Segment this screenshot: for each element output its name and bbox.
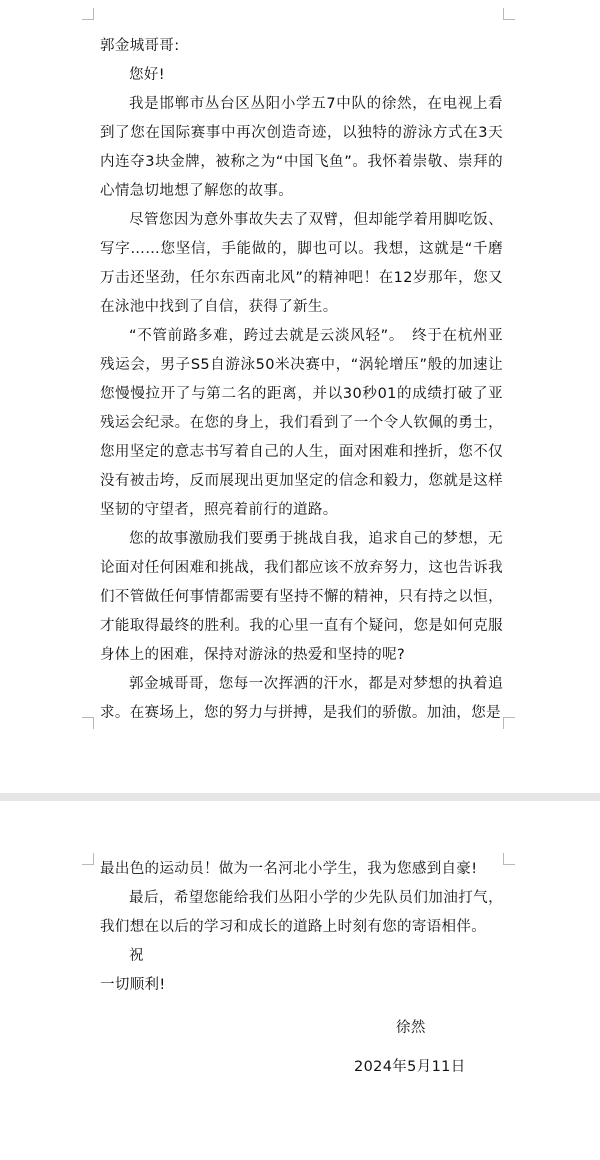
letter-paragraph: 您的故事激励我们要勇于挑战自我，追求自己的梦想，无论面对任何困难和挑战，我们都应该不放弃努力，这也告诉我们不管做任何事情都需要有坚持不懈的精神，只有持之以恒，才能取得最终的胜利。我的心里一直有个疑问，您是如何克服身体上的困难，保持对游泳的热爱和坚持的呢? — [100, 531, 503, 663]
crop-mark-bottom-left — [82, 717, 94, 729]
letter-body-page-2 — [100, 855, 503, 1082]
letter-paragraph: “不管前路多难，跨过去就是云淡风轻”。 终于在杭州亚残运会，男子S5自游泳50米决赛中，“涡轮增压”般的加速让您慢慢拉开了与第二名的距离，并以30秒01的成绩打破了亚残运会纪录。在您的身上，我们看到了一个令人钦佩的勇士，您用坚定的意志书写着自己的人生，面对困难和挫折，您不仅没有被击垮，反而展现出更加坚定的信念和毅力，您就是这样坚韧的守望者，照亮着前行的道路。 — [100, 328, 503, 518]
letter-closing-paragraph: 最后，希望您能给我们丛阳小学的少先队员们加油打气，我们想在以后的学习和成长的道路上时刻有您的寄语相伴。 — [100, 890, 503, 935]
crop-mark-bottom-right — [503, 717, 515, 729]
page-separator — [0, 793, 600, 801]
letter-body-page-1 — [100, 32, 503, 722]
crop-mark-top-right — [503, 8, 515, 20]
letter-hello: 您好! — [129, 67, 165, 83]
crop-mark-top-left — [82, 853, 94, 865]
letter-wish: 一切顺利! — [100, 977, 166, 993]
letter-paragraph: 尽管您因为意外事故失去了双臂，但却能学着用脚吃饭、写字……您坚信，手能做的，脚也可以。我想，这就是“千磨万击还坚劲，任尔东西南北风”的精神吧！在12岁那年，您又在泳池中找到了自信，获得了新生。 — [100, 212, 503, 315]
letter-greeting: 郭金城哥哥: — [100, 38, 180, 54]
letter-signature: 徐然 — [396, 1020, 426, 1036]
letter-paragraph: 郭金城哥哥，您每一次挥洒的汗水，都是对梦想的执着追求。在赛场上，您的努力与拼搏，是我们的骄傲。加油，您是 — [100, 676, 503, 721]
crop-mark-top-right — [503, 853, 515, 865]
page-2 — [0, 801, 600, 1160]
crop-mark-top-left — [82, 8, 94, 20]
letter-date: 2024年5月11日 — [354, 1059, 466, 1075]
letter-paragraph: 我是邯郸市丛台区丛阳小学五7中队的徐然，在电视上看到了您在国际赛事中再次创造奇迹，以独特的游泳方式在3天内连夺3块金牌，被称之为“中国飞鱼”。我怀着崇敬、崇拜的心情急切地想了解您的故事。 — [100, 96, 503, 199]
letter-salute: 祝 — [129, 948, 144, 964]
letter-continuation: 最出色的运动员！做为一名河北小学生，我为您感到自豪! — [100, 861, 478, 877]
